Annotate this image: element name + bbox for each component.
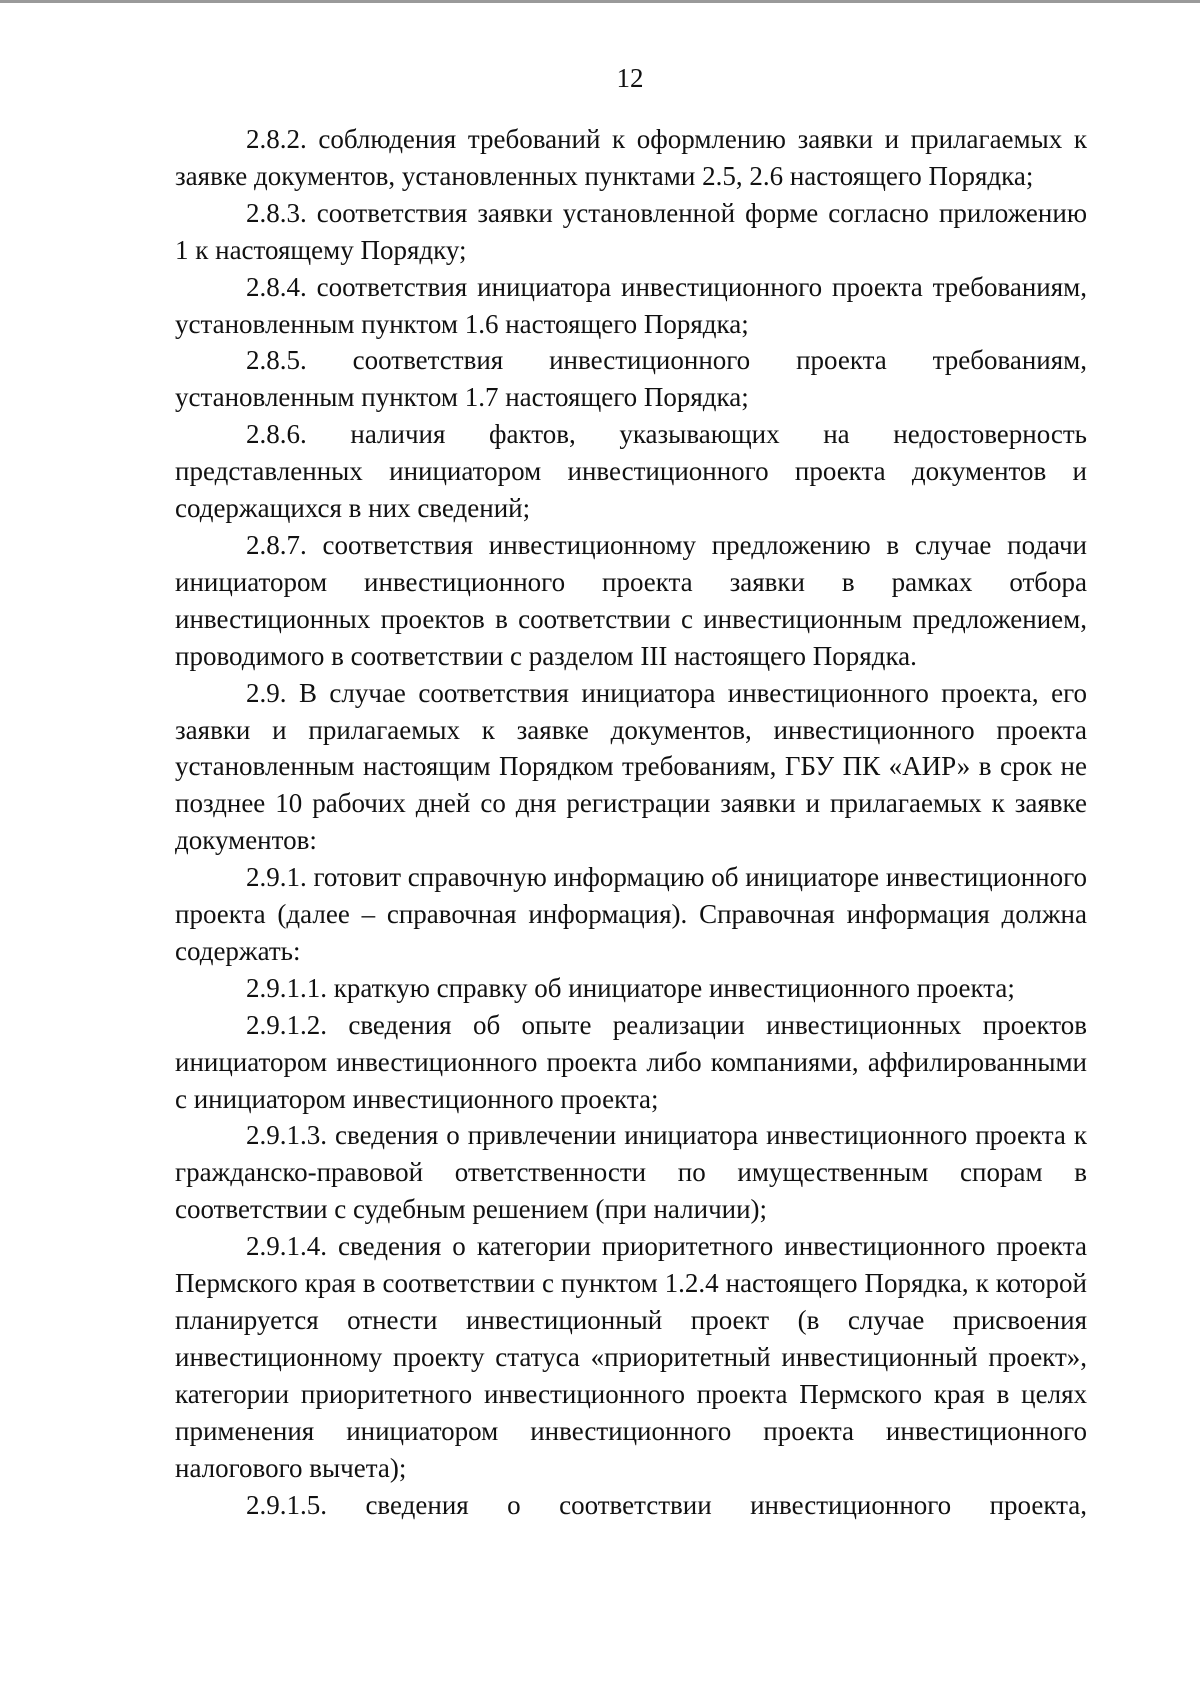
paragraph-2-9-1: 2.9.1. готовит справочную информацию об инициаторе инвестиционного проекта (далее – справочная информация). Справочная информация должна содержать: [175,862,1087,966]
paragraph-2-9-1-2: 2.9.1.2. сведения об опыте реализации инвестиционных проектов инициатором инвестиционного проекта либо компаниями, аффилированными с инициатором инвестиционного проекта; [175,1009,1087,1114]
scan-top-edge [0,0,1200,3]
paragraph-2-9-1-4: 2.9.1.4. сведения о категории приоритетного инвестиционного проекта Пермского края в соответствии с пунктом 1.2.4 настоящего Порядка, к которой планируется отнести инвестиционный проект (в случае присвоения инвестиционному проекту статуса «приоритетный инвестиционный проект», категории приоритетного инвестиционного проекта Пермского края в целях применения инициатором инвестиционного проекта инвестиционного налогового вычета); [175,1231,1087,1483]
paragraph-2-8-4: 2.8.4. соответствия инициатора инвестиционного проекта требованиям, установленным пунктом 1.6 настоящего Порядка; [175,271,1087,339]
paragraph-2-8-6: 2.8.6. наличия фактов, указывающих на недостоверность представленных инициатором инвестиционного проекта документов и содержащихся в них сведений; [175,419,1087,524]
paragraph-2-9: 2.9. В случае соответствия инициатора инвестиционного проекта, его заявки и прилагаемых к заявке документов, инвестиционного проекта установленным настоящим Порядком требованиям, ГБУ ПК «АИР» в срок не позднее 10 рабочих дней со дня регистрации заявки и прилагаемых к заявке документов: [175,677,1087,856]
paragraph-2-8-2: 2.8.2. соблюдения требований к оформлению заявки и прилагаемых к заявке документов, установленных пунктами 2.5, 2.6 настоящего Порядка; [175,124,1087,191]
paragraph-2-8-3: 2.8.3. соответствия заявки установленной форме согласно приложению 1 к настоящему Порядку; [175,197,1087,265]
paragraph-2-9-1-5: 2.9.1.5. сведения о соответствии инвестиционного проекта, [246,1489,1087,1520]
page-number: 12 [616,63,644,93]
document-body [175,121,1087,1523]
paragraph-2-9-1-3: 2.9.1.3. сведения о привлечении инициатора инвестиционного проекта к гражданско-правовой ответственности по имущественным спорам в соответствии с судебным решением (при наличии); [175,1120,1087,1225]
paragraph-2-8-7: 2.8.7. соответствия инвестиционному предложению в случае подачи инициатором инвестиционного проекта заявки в рамках отбора инвестиционных проектов в соответствии с инвестиционным предложением, проводимого в соответствии с разделом III настоящего Порядка. [175,529,1087,671]
paragraph-2-8-5: 2.8.5. соответствия инвестиционного проекта требованиям, установленным пунктом 1.7 настоящего Порядка; [175,345,1087,413]
paragraph-2-9-1-1: 2.9.1.1. краткую справку об инициаторе инвестиционного проекта; [246,972,1015,1003]
